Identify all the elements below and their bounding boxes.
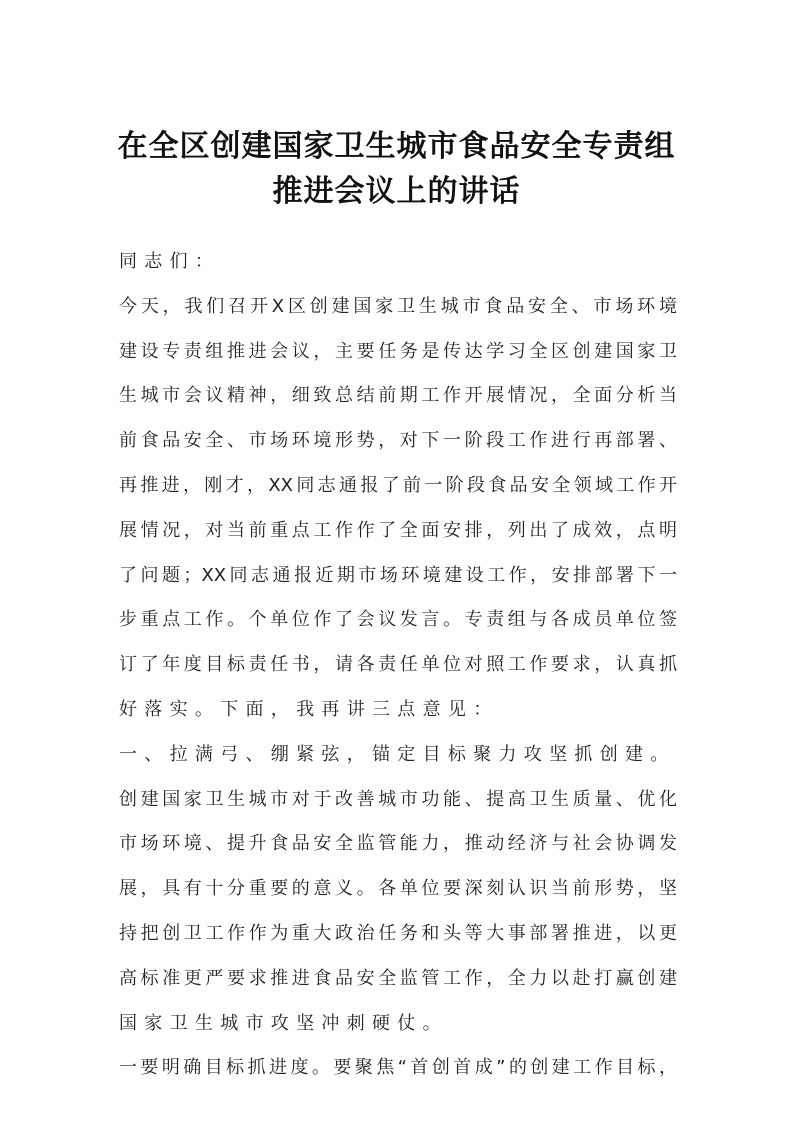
body-text-line: 今天，我们召开X区创建国家卫生城市食品安全、市场环境 xyxy=(119,295,677,317)
body-text-line: 了问题；XX同志通报近期市场环境建设工作，安排部署下一 xyxy=(119,564,677,586)
body-text-line: 建设专责组推进会议，主要任务是传达学习全区创建国家卫 xyxy=(119,340,677,362)
body-text-line: 再推进，刚才，XX同志通报了前一阶段食品安全领域工作开 xyxy=(119,474,677,496)
body-text-line: 步重点工作。个单位作了会议发言。专责组与各成员单位签 xyxy=(119,609,677,631)
document-title-line-1: 在全区创建国家卫生城市食品安全专责组 xyxy=(117,129,676,164)
document-body xyxy=(119,240,677,1091)
body-text-line: 同志们： xyxy=(119,251,221,272)
body-text-line: 展，具有十分重要的意义。各单位要深刻认识当前形势，坚 xyxy=(119,878,677,900)
body-text-line: 创建国家卫生城市对于改善城市功能、提高卫生质量、优化 xyxy=(119,788,677,810)
body-text-line: 国家卫生城市攻坚冲刺硬仗。 xyxy=(119,1012,448,1034)
body-text-line: 市场环境、提升食品安全监管能力，推动经济与社会协调发 xyxy=(119,833,677,855)
body-text-line: 前食品安全、市场环境形势，对下一阶段工作进行再部署、 xyxy=(119,430,677,452)
body-text-line: 高标准更严要求推进食品安全监管工作，全力以赴打赢创建 xyxy=(119,967,677,989)
body-text-line: 持把创卫工作作为重大政治任务和头等大事部署推进，以更 xyxy=(119,922,677,944)
body-text-line: 好落实。下面，我再讲三点意见： xyxy=(119,698,499,720)
body-text-line: 展情况，对当前重点工作作了全面安排，列出了成效，点明 xyxy=(119,519,677,541)
body-text-line: 订了年度目标责任书，请各责任单位对照工作要求，认真抓 xyxy=(119,654,677,676)
document-title-line-2: 推进会议上的讲话 xyxy=(272,174,521,209)
body-text-line: 一要明确目标抓进度。要聚焦“首创首成”的创建工作目标， xyxy=(119,1057,677,1079)
body-text-line: 一、拉满弓、绷紧弦，锚定目标聚力攻坚抓创建。 xyxy=(119,743,676,765)
body-text-line: 生城市会议精神，细致总结前期工作开展情况，全面分析当 xyxy=(119,385,677,407)
